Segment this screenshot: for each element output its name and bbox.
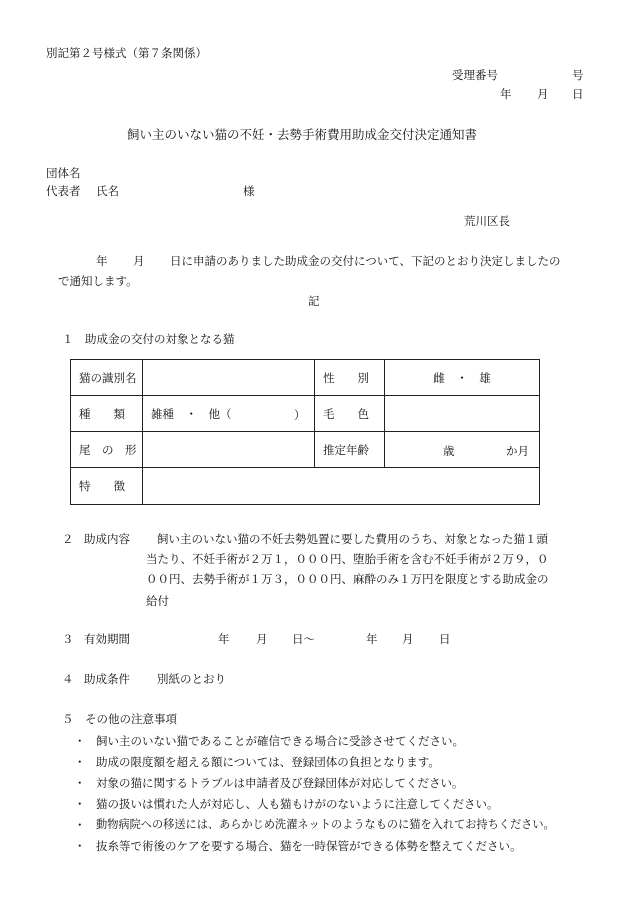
coat-color-label: 毛 色 [315,396,385,432]
estimated-age-label: 推定年齢 [315,432,385,468]
date-day: 日 [572,87,584,101]
section5-heading: ５ その他の注意事項 [62,712,177,726]
breed-value [143,396,315,432]
age-months-unit: か月 [506,444,529,458]
bullet-mark: ・ [74,734,86,748]
period-to-month: 月 [402,632,414,646]
period-from-month: 月 [256,632,268,646]
notice-item-5: 動物病院への移送には、あらかじめ洗濯ネットのようなものに猫を入れてお持ちください。 [96,818,555,831]
section4-number: ４ [62,672,74,686]
intro-text-line2: で通知します。 [58,274,138,288]
document-title: 飼い主のいない猫の不妊・去勢手術費用助成金交付決定通知書 [127,127,478,142]
section2-label: 助成内容 [84,532,130,546]
section2-line-2: 当たり、不妊手術が２万１，０００円、堕胎手術を含む不妊手術が２万９，０ [146,552,549,566]
tail-shape-value [143,432,315,468]
bullet-mark: ・ [74,818,86,832]
name-label: 氏名 [96,184,119,198]
estimated-age-value [385,432,540,468]
features-value [143,468,540,505]
sex-label: 性 別 [315,360,385,396]
notice-item-4: 猫の扱いは慣れた人が対応し、人も猫もけがのないように注意してください。 [96,797,499,811]
features-label: 特 徴 [71,468,143,505]
breed-value-text: 雑種 ・ 他（ [151,406,232,421]
section3-number: ３ [62,632,74,646]
date-year: 年 [500,87,512,101]
notice-item-2: 助成の限度額を超える額については、登録団体の負担となります。 [96,755,440,769]
period-to-year: 年 [366,632,378,646]
section4-value: 別紙のとおり [157,672,226,686]
age-years-unit: 歳 [443,444,455,458]
date-month: 月 [537,87,549,101]
group-name-label: 団体名 [46,166,81,180]
form-label: 別記第２号様式（第７条関係） [46,46,207,60]
issuer: 荒川区長 [464,214,510,228]
coat-color-value [385,396,540,432]
breed-value-close: ） [294,408,306,422]
bullet-mark: ・ [74,776,86,790]
tail-shape-label: 尾 の 形 [71,432,143,468]
breed-label: 種 類 [71,396,143,432]
intro-year: 年 [96,254,108,268]
intro-text: 日に申請のありました助成金の交付について、下記のとおり決定しましたの [170,254,561,268]
intro-month: 月 [133,254,145,268]
notice-item-3: 対象の猫に関するトラブルは申請者及び登録団体が対応してください。 [96,776,464,790]
section2-line-4: 給付 [146,594,169,608]
notice-item-1: 飼い主のいない猫であることが確信できる場合に受診させてください。 [96,734,464,748]
bullet-mark: ・ [74,839,86,853]
representative-label: 代表者 [46,184,81,198]
section2-line-3: ００円、去勢手術が１万３，０００円、麻酔のみ１万円を限度とする助成金の [146,572,549,586]
bullet-mark: ・ [74,755,86,769]
section3-label: 有効期間 [84,632,130,646]
cat-id-value [143,360,315,396]
notice-item-6: 抜糸等で術後のケアを要する場合、猫を一時保管ができる体勢を整えてください。 [96,839,522,853]
honorific: 様 [243,184,255,198]
cat-info-table [70,359,540,505]
section2-line-1: 飼い主のいない猫の不妊去勢処置に要した費用のうち、対象となった猫１頭 [157,532,548,546]
period-from-year: 年 [218,632,230,646]
section1-heading: １ 助成金の交付の対象となる猫 [62,332,235,346]
ki-mark: 記 [308,294,320,308]
receipt-number-label: 受理番号 [452,68,498,82]
period-from-day: 日～ [292,632,315,646]
section4-label: 助成条件 [84,672,130,686]
sex-value: 雌 ・ 雄 [385,360,540,396]
bullet-mark: ・ [74,797,86,811]
cat-id-label: 猫の識別名 [71,360,143,396]
period-to-day: 日 [439,632,451,646]
section2-number: ２ [62,532,74,546]
receipt-number-suffix: 号 [572,68,584,82]
